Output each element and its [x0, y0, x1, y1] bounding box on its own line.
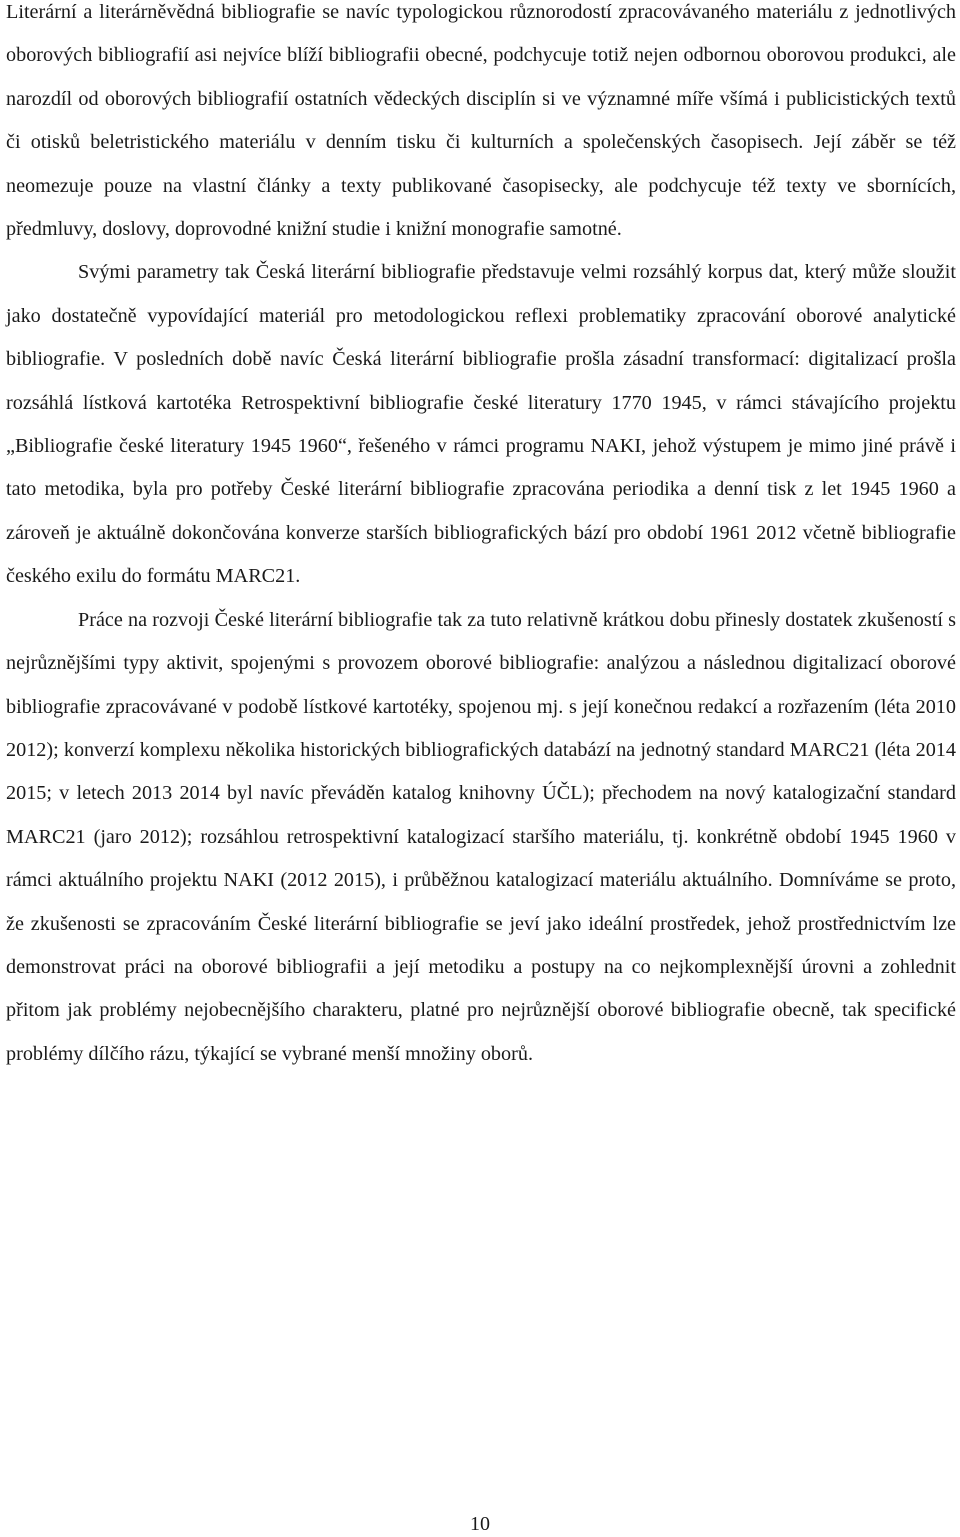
page-number: 10 — [470, 1513, 490, 1535]
paragraph-1: Literární a literárněvědná bibliografie se navíc typologickou různorodostí zpracovávaného materiálu z jednotlivých oborových bibliografií asi nejvíce blíží bibliografii obecné, podchycuje totiž nejen odbornou oborovou produkci, ale narozdíl od oborových bibliografií ostatních vědeckých disciplín si ve významné míře všímá i publicistických textů či otisků beletristického materiálu v denním tisku či kulturních a společenských časopisech. Její záběr se též neomezuje pouze na vlastní články a texty publikované časopisecky, ale podchycuje též texty ve sbornících, předmluvy, doslovy, doprovodné knižní studie i knižní monografie samotné. — [6, 1, 956, 241]
paragraph-3: Práce na rozvoji České literární bibliografie tak za tuto relativně krátkou dobu přinesly dostatek zkušeností s nejrůznějšími typy aktivit, spojenými s provozem oborové bibliografie: analýzou a následnou digitalizací oborové bibliografie zpracovávané v podobě lístkové kartotéky, spojenou mj. s její konečnou redakcí a rozřazením (léta 2010 2012); konverzí komplexu několika historických bibliografických databází na jednotný standard MARC21 (léta 2014 2015; v letech 2013 2014 byl navíc převáděn katalog knihovny ÚČL); přechodem na nový katalogizační standard MARC21 (jaro 2012); rozsáhlou retrospektivní katalogizací staršího materiálu, tj. konkrétně období 1945 1960 v rámci aktuálního projektu NAKI (2012 2015), i průběžnou katalogizací materiálu aktuálního. Domníváme se proto, že zkušenosti se zpracováním České literární bibliografie se jeví jako ideální prostředek, jehož prostřednictvím lze demonstrovat práci na oborové bibliografii a její metodiku a postupy na co nejkomplexnější úrovni a zohlednit přitom jak problémy nejobecnějšího charakteru, platné pro nejrůznější oborové bibliografie obecně, tak specifické problémy dílčího rázu, týkající se vybrané menší množiny oborů. — [6, 608, 956, 1065]
paragraph-2: Svými parametry tak Česká literární bibliografie představuje velmi rozsáhlý korpus dat, který může sloužit jako dostatečně vypovídající materiál pro metodologickou reflexi problematiky zpracování oborové analytické bibliografie. V posledních době navíc Česká literární bibliografie prošla zásadní transformací: digitalizací prošla rozsáhlá lístková kartotéka Retrospektivní bibliografie české literatury 1770 1945, v rámci stávajícího projektu „Bibliografie české literatury 1945 1960“, řešeného v rámci programu NAKI, jehož výstupem je mimo jiné právě i tato metodika, byla pro potřeby České literární bibliografie zpracována periodika a denní tisk z let 1945 1960 a zároveň je aktuálně dokončována konverze starších bibliografických bází pro období 1961 2012 včetně bibliografie českého exilu do formátu MARC21. — [6, 261, 956, 588]
body-text — [6, 0, 956, 1076]
